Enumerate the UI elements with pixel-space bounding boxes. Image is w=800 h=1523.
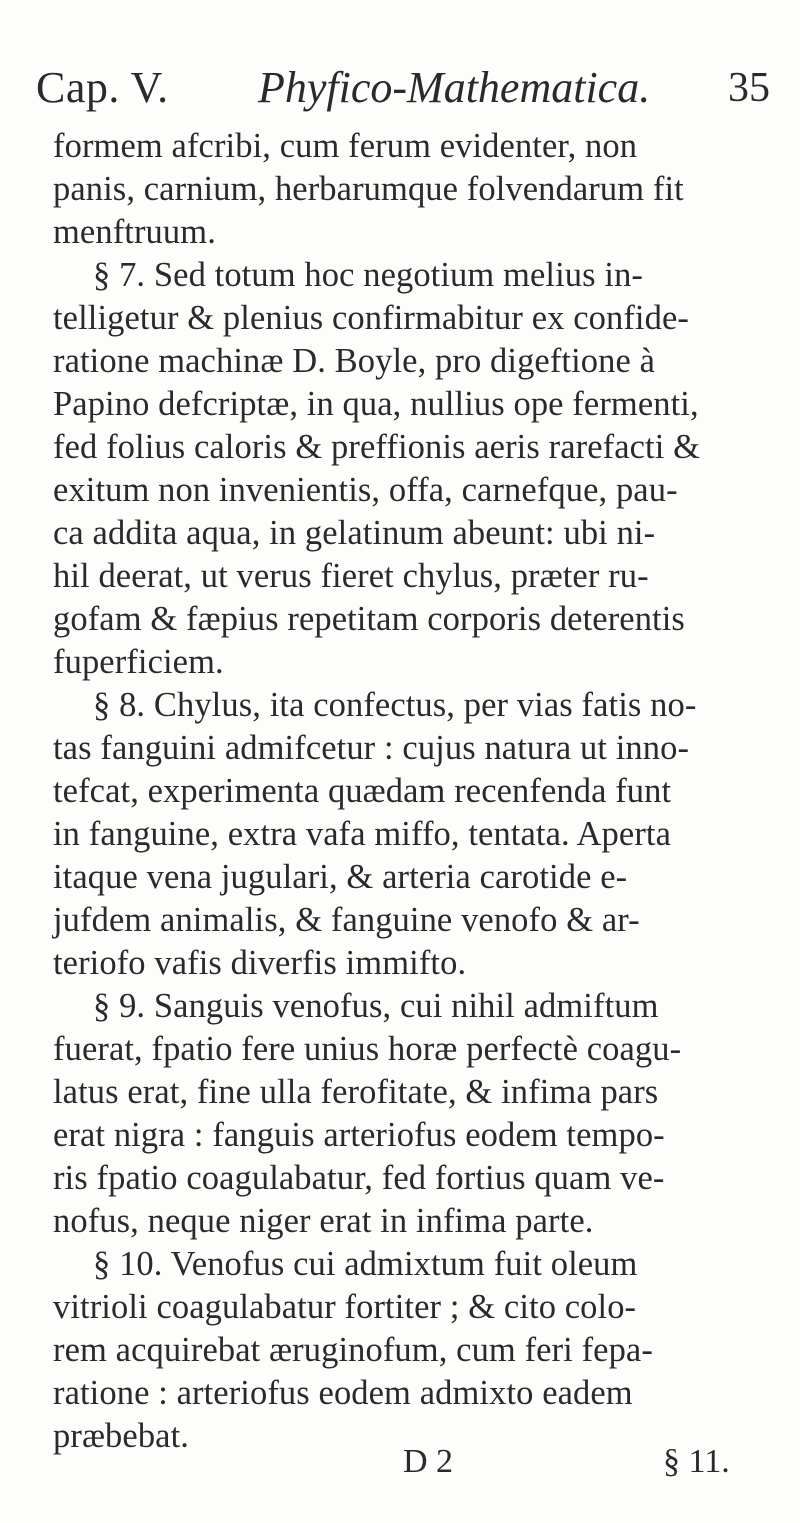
text-line: vitrioli coagulabatur fortiter ; & cito colo-	[53, 1288, 637, 1326]
text-line: § 7. Sed totum hoc negotium melius in-	[93, 256, 644, 294]
text-line: in fanguine, extra vafa miffo, tentata. Aperta	[53, 815, 672, 853]
page-footer	[53, 1443, 780, 1487]
text-line: præbebat.	[53, 1417, 189, 1455]
body-text	[53, 125, 780, 1458]
text-line: erat nigra : fanguis arteriofus eodem tempo-	[53, 1116, 665, 1154]
text-line: gofam & fæpius repetitam corporis deterentis	[53, 600, 685, 638]
catchword: § 11.	[663, 1443, 730, 1480]
signature-mark: D 2	[403, 1443, 454, 1480]
text-line: fed folius caloris & preffionis aeris rarefacti &	[53, 428, 701, 466]
text-line: tas fanguini admifcetur : cujus natura ut inno-	[53, 729, 690, 767]
text-line: § 9. Sanguis venofus, cui nihil admiftum	[93, 987, 659, 1025]
text-line: teriofo vafis diverfis immifto.	[53, 944, 467, 982]
text-line: ris fpatio coagulabatur, fed fortius quam ve-	[53, 1159, 665, 1197]
text-line: hil deerat, ut verus fieret chylus, præter ru-	[53, 557, 649, 595]
text-line: jufdem animalis, & fanguine venofo & ar-	[53, 901, 640, 939]
text-line: itaque vena jugulari, & arteria carotide e-	[53, 858, 628, 896]
text-line: fuperficiem.	[53, 643, 224, 681]
text-line: ratione : arteriofus eodem admixto eadem	[53, 1374, 633, 1412]
chapter-label: Cap. V.	[36, 63, 169, 112]
text-line: latus erat, fine ulla ferofitate, & infima pars	[53, 1073, 659, 1111]
text-line: panis, carnium, herbarumque folvendarum fit	[53, 170, 684, 208]
running-header	[36, 62, 770, 122]
text-line: rem acquirebat æruginofum, cum feri fepa-	[53, 1331, 653, 1369]
text-line: § 10. Venofus cui admixtum fuit oleum	[93, 1245, 638, 1283]
text-line: nofus, neque niger erat in infima parte.	[53, 1202, 594, 1240]
page-number: 35	[728, 65, 770, 111]
text-line: Papino defcriptæ, in qua, nullius ope fermenti,	[53, 385, 699, 423]
text-line: ca addita aqua, in gelatinum abeunt: ubi ni-	[53, 514, 656, 552]
running-title: Phyfico-Mathematica.	[258, 63, 651, 112]
text-line: tefcat, experimenta quædam recenfenda funt	[53, 772, 672, 810]
text-line: ratione machinæ D. Boyle, pro digeftione à	[53, 342, 656, 380]
text-line: menftruum.	[53, 213, 216, 251]
text-line: formem afcribi, cum ferum evidenter, non	[53, 127, 638, 165]
text-line: telligetur & plenius confirmabitur ex confide-	[53, 299, 689, 337]
text-line: § 8. Chylus, ita confectus, per vias fatis no-	[93, 686, 697, 724]
text-line: fuerat, fpatio fere unius horæ perfectè coagu-	[53, 1030, 682, 1068]
text-line: exitum non invenientis, offa, carnefque, pau-	[53, 471, 678, 509]
